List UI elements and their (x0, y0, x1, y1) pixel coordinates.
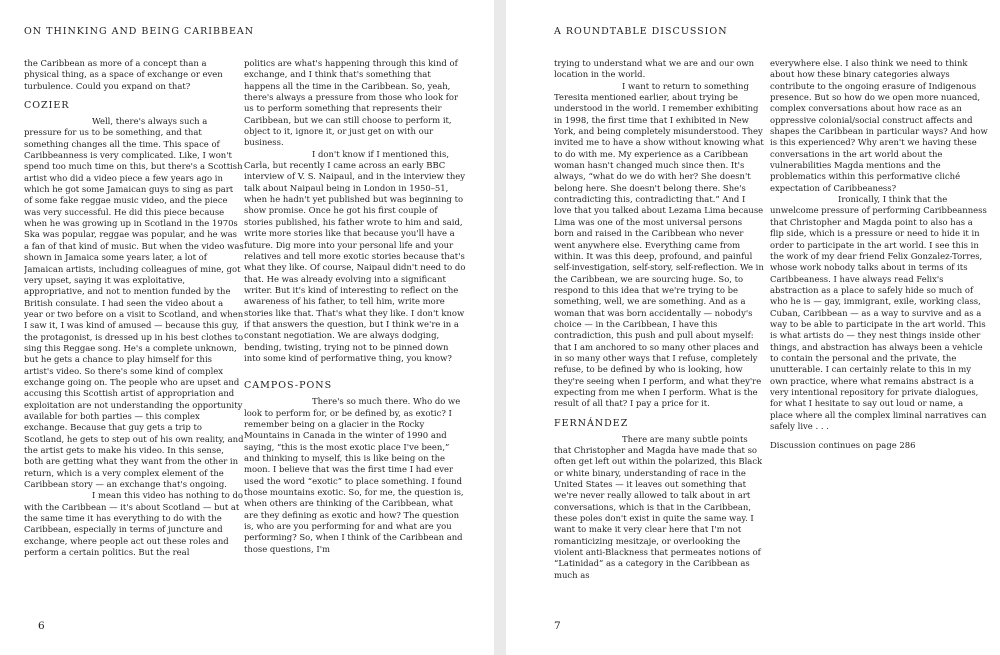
left-column-1 (24, 58, 244, 598)
fernandez-paragraph-3: Ironically, I think that the unwelcome pressure of performing Caribbeanness that Christopher and Magda point to also has a flip side, which is a pressure or need to hide it in order to participate in the art world. I see this in the work of my dear friend Felix Gonzalez-Torres, whose work nobody talks about in terms of its Caribbeaness. I have always read Felix's abstraction as a place to safely hide so much of who he is — gay, immigrant, exile, working class, Cuban, Caribbean — as a way to survive and as a way to be able to participate in the art world. This is what artists do — they nest things inside other things, and abstraction has always been a vehicle to contain the personal and the private, the unutterable. I can certainly relate to this in my own practice, where what remains abstract is a very intentional repository for private dialogues, for what I hesitate to say out loud or name, a place where all the complex liminal narratives can safely live . . . (770, 194, 987, 431)
page-number-right: 7 (554, 620, 561, 632)
fernandez-paragraph-1: There are many subtle points that Christopher and Magda have made that so often get left out within the polarized, this Black or white binary, understanding of race in the United States — it leaves out something that we're never really allowed to talk about in art conversations, which is that in the Caribbean, these poles don't exist in quite the same way. I want to make it very clear here that I'm not romanticizing mesitzaje, or overlooking the violent anti-Blackness that permeates notions of “Latinidad” as a category in the Caribbean as much as (554, 433, 763, 580)
right-page (506, 0, 1000, 655)
continuation-note: Discussion continues on page 286 (770, 440, 916, 451)
speaker-campos-pons: CAMPOS-PONS (244, 380, 333, 392)
right-column-1 (554, 58, 764, 598)
intro-paragraph: the Caribbean as more of a concept than a physical thing, as a space of exchange or even turbulence. Could you expand on that? (24, 58, 223, 91)
cozier-paragraph-3: politics are what's happening through this kind of exchange, and I think that's something that happens all the time in the Caribbean. So, yeah, there's always a pressure from those who look for us to perform something that represents their Caribbean, but we can still choose to perform it, object to it, ignore it, or just get on with our business. (244, 58, 459, 148)
cozier-paragraph-2: I mean this video has nothing to do with the Caribbean — it's about Scotland — but at the same time it has everything to do with the Caribbean, especially in terms of juncture and exchange, where people act out these roles and perform a certain politics. But the real (24, 490, 243, 558)
left-column-2 (244, 58, 466, 598)
fernandez-paragraph-2: everywhere else. I also think we need to think about how these binary categories always contribute to the ongoing erasure of Indigenous presence. But so how do we open more nuanced, complex conversations about how race as an oppressive colonial/social construct affects and shapes the Caribbean in particular ways? And how is this experienced? Why aren't we having these conversations in the art world about the vulnerabilities Magda mentions and the problematics within this performative cliché expectation of Caribbeaness? (770, 58, 988, 193)
cozier-paragraph-1: Well, there's always such a pressure for us to be something, and that something changes all the time. This space of Caribbeanness is very complicated. Like, I won't spend too much time on this, but there's a Scottish artist who did a video piece a few years ago in which he got some Jamaican guys to sing as part of some fake reggae music video, and the piece was very successful. He did this piece because when he was growing up in Scotland in the 1970s Ska was popular, reggae was popular, and he was a fan of that kind of music. But when the video was shown in Jamaica some years later, a lot of Jamaican artists, including colleagues of mine, got very upset, saying it was exploitative, appropriative, and not to mention funded by the British consulate. I had seen the video about a year or two before on a visit to Scotland, and when I saw it, I was kind of amused — because this guy, the protagonist, is dressed up in his best clothes to sing this Reggae song. He's a complete unknown, but he gets a chance to play himself for this artist's video. So there's some kind of complex exchange going on. The people who are upset and accusing this Scottish artist of appropriation and exploitation are not understanding the opportunity available for both parties — this complex exchange. Because that guy gets a trip to Scotland, he gets to step out of his own reality, and the artist gets to make his video. In this sense, both are getting what they want from the other in return, which is a very complex element of the Caribbean story — an exchange that's ongoing. (24, 116, 244, 490)
campos-pons-paragraph-1: There's so much there. Who do we look to perform for, or be defined by, as exotic? I remember being on a glacier in the Rocky Mountains in Canada in the winter of 1990 and saying, “this is the most exotic place I've been,” and thinking to myself, this is like being on the moon. I believe that was the first time I had ever used the word “exotic” to place something. I found those mountains exotic. So, for me, the question is, when others are thinking of the Caribbean, what are they defining as exotic and how? The question is, who are you performing for and what are you performing? So, when I think of the Caribbean and those questions, I'm (244, 396, 464, 554)
running-head-left: ON THINKING AND BEING CARIBBEAN (24, 26, 255, 37)
running-head-right: A ROUNDTABLE DISCUSSION (554, 26, 728, 37)
page-number-left: 6 (38, 620, 45, 632)
campos-pons-paragraph-3: I want to return to something Teresita mentioned earlier, about trying be understood in the world. I remember exhibiting in 1998, the first time that I exhibited in New York, and being completely misunderstood. They invited me to have a show without knowing what to do with me. My experience as a Caribbean woman hasn't changed much since then. It's always, “what do we do with her? She doesn't belong here. She doesn't belong there. She's contradicting this, contradicting that.” And I love that you talked about Lezama Lima because Lima was one of the most universal persons born and raised in the Caribbean who never went anywhere else. Everything came from within. It was this deep, profound, and painful self-investigation, self-story, self-reflection. We in the Caribbean, we are sourcing huge. So, to respond to this idea that we're trying to be something, well, we are something. And as a woman that was born accidentally — nobody's choice — in the Caribbean, I have this contradiction, this push and pull about myself: that I am anchored to so many other places and in so many other ways that I refuse, completely refuse, to be defined by who is looking, how they're seeing when I perform, and what they're expecting from me when I perform. What is the result of all that? I pay a price for it. (554, 80, 764, 409)
campos-pons-paragraph-2: trying to understand what we are and our own location in the world. (554, 58, 755, 80)
left-page (0, 0, 494, 655)
speaker-cozier: COZIER (24, 100, 70, 112)
book-gutter (494, 0, 506, 655)
speaker-fernandez: FERNÁNDEZ (554, 417, 629, 429)
right-column-2 (770, 58, 988, 598)
cozier-paragraph-4: I don't know if I mentioned this, Carla, but recently I came across an early BBC interview of V. S. Naipaul, and in the interview they talk about Naipaul being in London in 1950–51, when he hadn't yet published but was beginning to show promise. Once he got his first couple of stories published, his father wrote to him and said, write more stories like that because you'll have a future. Dig more into your personal life and your relatives and tell more exotic stories because that's what they like. Of course, Naipaul didn't need to do that. He was already evolving into a significant writer. But it's kind of interesting to reflect on the awareness of his father, to tell him, write more stories like that. That's what they like. I don't know if that answers the question, but I think we're in a constant negotiation. We are always dodging, bending, twisting, trying not to be pinned down into some kind of performative thing, you know? (244, 148, 466, 363)
